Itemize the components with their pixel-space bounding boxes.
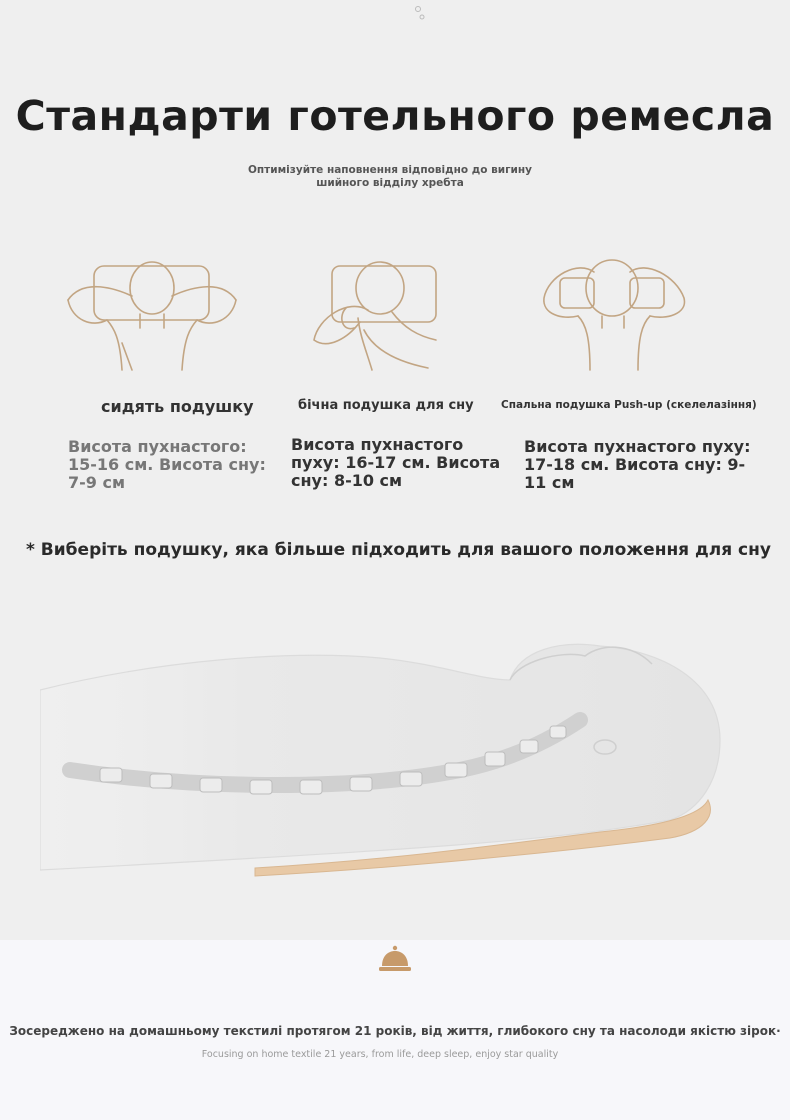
page-title: Стандарти готельного ремесла bbox=[15, 92, 775, 140]
position-label-side: бічна подушка для сну bbox=[298, 398, 474, 413]
footer-tagline-en: Focusing on home textile 21 years, from life, deep sleep, enjoy star quality bbox=[201, 1049, 559, 1060]
page-subtitle: Оптимізуйте наповнення відповідно до вигину шийного відділу хребта bbox=[247, 164, 533, 189]
arms-up-sleeper-icon bbox=[538, 258, 693, 376]
footer-tagline: Зосереджено на домашньому текстилі протягом 21 років, від життя, глибокого сну та насолоди якістю зірок· bbox=[9, 1024, 781, 1038]
decor-dots-icon bbox=[412, 4, 428, 24]
position-desc-side: Висота пухнастого пуху: 16-17 см. Висота сну: 8-10 см bbox=[291, 435, 501, 490]
position-label-pushup: Спальна подушка Push-up (скелелазіння) bbox=[501, 399, 757, 411]
spine-illustration bbox=[40, 620, 730, 890]
back-sleeper-icon bbox=[62, 258, 242, 376]
position-desc-pushup: Висота пухнастого пуху: 17-18 см. Висота сну: 9-11 см bbox=[524, 437, 751, 492]
pillow-choice-note: * Виберіть подушку, яка більше підходить для вашого положення для сну bbox=[26, 540, 771, 560]
side-sleeper-icon bbox=[308, 258, 448, 376]
hotel-bell-icon bbox=[378, 944, 412, 974]
position-desc-back: Висота пухнастого: 15-16 см. Висота сну: 7-9 см bbox=[68, 437, 266, 492]
position-label-back: сидять подушку bbox=[101, 397, 254, 416]
